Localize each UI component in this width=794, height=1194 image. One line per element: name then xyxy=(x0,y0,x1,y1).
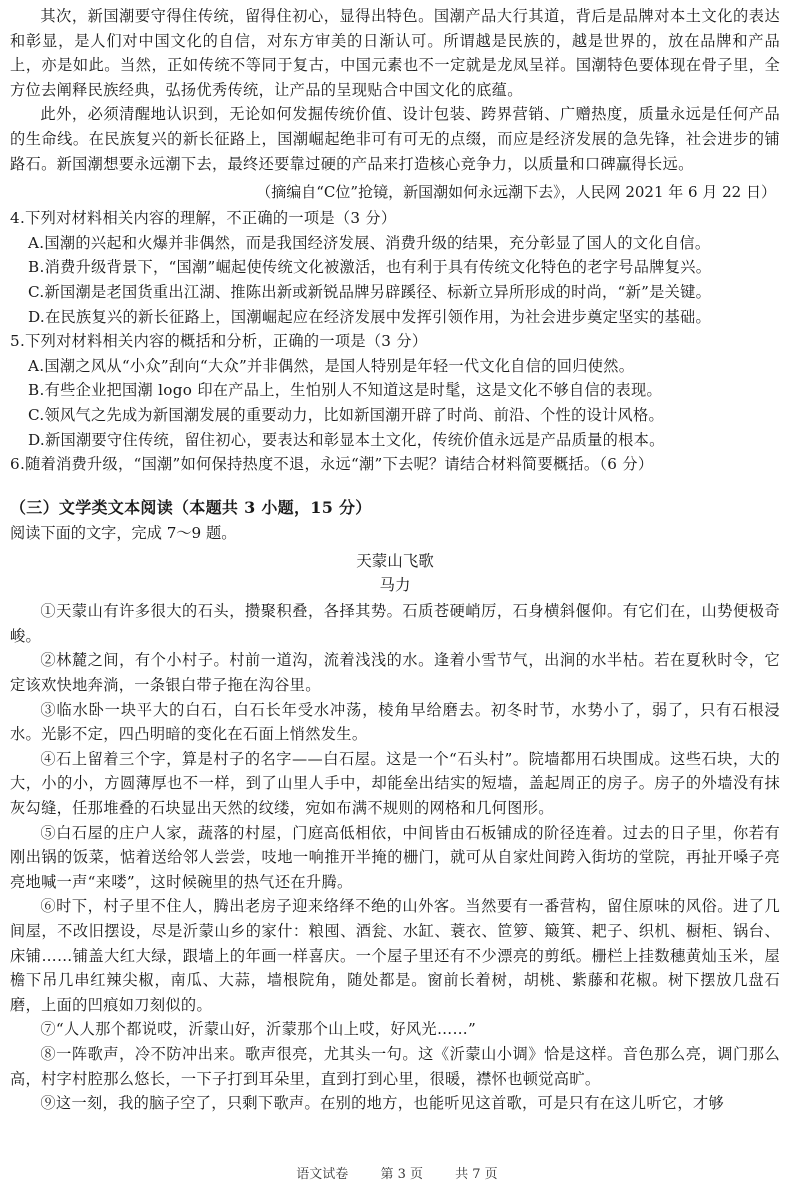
question-6-stem: 6.随着消费升级，“国潮”如何保持热度不退，永远“潮”下去呢？请结合材料简要概括。（6 分） xyxy=(10,455,654,474)
question-4-option-a: A.国潮的兴起和火爆并非偶然，而是我国经济发展、消费升级的结果，充分彰显了国人的文化自信。 xyxy=(28,233,711,252)
passage-paragraph: 其次，新国潮要守得住传统，留得住初心，显得出特色。国潮产品大行其道，背后是品牌对本土文化的表达和彰显，是人们对中国文化的自信，对东方审美的日渐认可。所谓越是民族的，越是世界的，放在品牌和产品上，亦是如此。当然，正如传统不等同于复古，中国元素也不一定就是龙凤呈祥。国潮特色要体现在骨子里，全方位去阐释民族经典，弘扬优秀传统，让产品的呈现贴合中国文化的底蕴。 xyxy=(10,7,780,99)
question-4-option-b: B.消费升级背景下，“国潮”崛起使传统文化被激活，也有利于具有传统文化特色的老字号品牌复兴。 xyxy=(28,258,712,277)
article-paragraph-8: ⑧一阵歌声，冷不防冲出来。歌声很亮，尤其头一句。这《沂蒙山小调》恰是这样。音色那么亮，调门那么高，村字村腔那么悠长，一下子打到耳朵里，直到打到心里，很暖，襟怀也顿觉高旷。 xyxy=(10,1044,780,1088)
article-paragraph-7: ⑦“人人那个都说哎，沂蒙山好，沂蒙那个山上哎，好风光……” xyxy=(40,1020,477,1039)
footer-page-number: 第 3 页 xyxy=(380,1167,423,1182)
question-4-stem: 4.下列对材料相关内容的理解，不正确的一项是（3 分） xyxy=(10,209,397,228)
question-5-option-a: A.国潮之风从“小众”刮向“大众”并非偶然，是国人特别是年轻一代文化自信的回归使然。 xyxy=(28,356,635,375)
section-instruction: 阅读下面的文字，完成 7～9 题。 xyxy=(10,523,237,542)
question-5-option-b: B.有些企业把国潮 logo 印在产品上，生怕别人不知道这是时髦，这是文化不够自信的表现。 xyxy=(28,381,662,400)
question-5-option-d: D.新国潮要守住传统，留住初心，要表达和彰显本土文化，传统价值永远是产品质量的根本。 xyxy=(28,430,665,449)
question-4-option-d: D.在民族复兴的新长征路上，国潮崛起应在经济发展中发挥引领作用，为社会进步奠定坚实的基础。 xyxy=(28,307,712,326)
article-paragraph-1: ①天蒙山有许多很大的石头，攒聚积叠，各择其势。石质苍硬峭厉，石身横斜偃仰。有它们在，山势便极奇峻。 xyxy=(10,602,780,645)
article-paragraph-5: ⑤白石屋的庄户人家，蔬落的村屋，门庭高低相依，中间皆由石板铺成的阶径连着。过去的日子里，你若有刚出锅的饭菜，惦着送给邻人尝尝，吱地一响推开半掩的栅门，就可从自家灶间跨入街坊的堂院，再扯开嗓子亮亮地喊一声“来喽”，这时候碗里的热气还在升腾。 xyxy=(10,823,780,891)
article-author: 马力 xyxy=(379,576,411,595)
article-title: 天蒙山飞歌 xyxy=(356,552,434,571)
passage-paragraph: 此外，必须清醒地认识到，无论如何发掘传统价值、设计包装、跨界营销、广赠热度，质量永远是任何产品的生命线。在民族复兴的新长征路上，国潮崛起绝非可有可无的点缀，而应是经济发展的急先锋，社会进步的铺路石。新国潮想要永远潮下去，最终还要靠过硬的产品来打造核心竞争力，以质量和口碑赢得长远。 xyxy=(10,105,780,173)
question-4-option-c: C.新国潮是老国货重出江湖、推陈出新或新锐品牌另辟蹊径、标新立异所形成的时尚，“新”是关键。 xyxy=(28,282,712,301)
section-title: （三）文学类文本阅读（本题共 3 小题，15 分） xyxy=(10,497,372,517)
article-paragraph-9: ⑨这一刻，我的脑子空了，只剩下歌声。在别的地方，也能听见这首歌，可是只有在这儿听它，才够 xyxy=(40,1094,725,1113)
article-paragraph-4: ④石上留着三个字，算是村子的名字——白石屋。这是一个“石头村”。院墙都用石块围成。这些石块，大的大，小的小，方圆薄厚也不一样，到了山里人手中，却能垒出结实的短墙，盖起周正的房子。房子的外墙没有抹灰勾缝，任那堆叠的石块显出天然的纹缕，宛如布满不规则的网格和几何图形。 xyxy=(10,749,780,818)
article-paragraph-3: ③临水卧一块平大的白石，白石长年受水冲荡，棱角早给磨去。初冬时节，水势小了，弱了，只有石根浸水。光影不定，四凸明暗的变化在石面上悄然发生。 xyxy=(10,700,780,744)
footer-subject: 语文试卷 xyxy=(296,1167,349,1182)
question-5-option-c: C.领风气之先成为新国潮发展的重要动力，比如新国潮开辟了时尚、前沿、个性的设计风格。 xyxy=(28,405,665,424)
footer-total-pages: 共 7 页 xyxy=(455,1167,498,1182)
question-5-stem: 5.下列对材料相关内容的概括和分析，正确的一项是（3 分） xyxy=(10,332,428,351)
article-paragraph-6: ⑥时下，村子里不住人，腾出老房子迎来络绎不绝的山外客。当然要有一番营构，留住原味的风俗。进了几间屋，不改旧摆设，尽是沂蒙山乡的家什：粮囤、酒瓮、水缸、蓑衣、笸箩、簸箕、耙子、织机、橱柜、锅台、床铺……铺盖大红大绿，跟墙上的年画一样喜庆。一个屋子里还有不少漂亮的剪纸。栅栏上挂数穗黄灿玉米，屋檐下吊几串红辣尖椒，南瓜、大蒜，墙根院角，随处都是。窗前长着树，胡桃、紫藤和花椒。树下摆放几盘石磨，上面的凹痕如刀刻似的。 xyxy=(10,897,780,1014)
passage-source: （摘编自“C位”抢镜，新国潮如何永远潮下去》，人民网 2021 年 6 月 22 日） xyxy=(256,183,776,202)
page-footer xyxy=(0,1163,794,1182)
article-paragraph-2: ②林麓之间，有个小村子。村前一道沟，流着浅浅的水。逢着小雪节气，出涧的水半枯。若在夏秋时令，它定该欢快地奔淌，一条银白带子拖在沟谷里。 xyxy=(10,651,780,695)
